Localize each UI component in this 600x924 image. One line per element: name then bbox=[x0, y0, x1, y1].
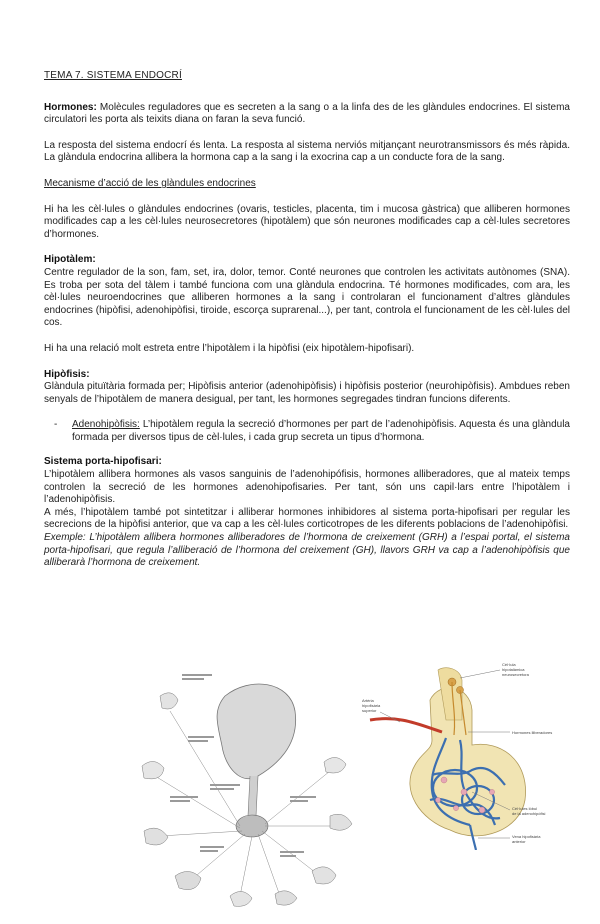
hormones-text: Molècules reguladores que es secreten a la sang o a la linfa des de les glàndules endocrines. El sistema circulatori les porta als teixits diana on faran la seva funció. bbox=[44, 101, 570, 126]
page-title: TEMA 7. SISTEMA ENDOCRÍ bbox=[44, 70, 182, 81]
label-releasing-hormones: Hormones lliberadores bbox=[512, 730, 553, 735]
svg-text:neurosecretora: neurosecretora bbox=[502, 672, 529, 677]
portal-example: Exemple: L’hipotàlem allibera hormones alliberadores de l’hormona de creixement (GRH) a l’espai portal, el sistema porta-hipofisari, que regula l’alliberació de l’hormona del creixement (GH), llavors GRH va cap a l’adenohipòfisis que alliberarà l’hormona de creixement. bbox=[44, 532, 570, 569]
label-adenohypophysis-cells: Cèl·lules lòbul bbox=[512, 806, 538, 811]
label-hypothalamic-cell: Cèl·lula bbox=[502, 662, 516, 667]
pituitary-paragraph: Glàndula pituïtària formada per; Hipòfisis anterior (adenohipòfisis) i hipòfisis posterior (neurohipòfisis). Ambdues reben senyals de l’hipotàlem de manera desigual, per tant, les hormones segregades tindran funcions diferents. bbox=[44, 381, 570, 405]
adenohypophysis-bullet bbox=[44, 419, 570, 444]
document-body bbox=[44, 70, 570, 570]
adenohypophysis-text: L’hipotàlem regula la secreció d’hormones per part de l’adenohipòfisis. Aquesta és una glàndula formada per diversos tipus de cèl·lules, i cada grup secreta un tipus d’hormona. bbox=[72, 419, 570, 443]
mechanism-heading: Mecanisme d’acció de les glàndules endocrines bbox=[44, 177, 256, 189]
response-paragraph: La resposta del sistema endocrí és lenta. La resposta al sistema nerviós mitjançant neurotransmissors és més ràpida. La glàndula endocrina allibera la hormona cap a la sang i la exocrina cap a un conducte fora de la sang. bbox=[44, 139, 570, 164]
portal-heading: Sistema porta-hipofisari: bbox=[44, 456, 162, 468]
hormones-paragraph bbox=[44, 102, 570, 127]
svg-text:hipotalàmica: hipotalàmica bbox=[502, 667, 525, 672]
svg-text:hipofisària: hipofisària bbox=[362, 703, 381, 708]
hypothalamus-relation: Hi ha una relació molt estreta entre l’hipotàlem i la hipòfisi (eix hipotàlem-hipofisari). bbox=[44, 342, 415, 354]
portal-system-illustration bbox=[360, 660, 560, 850]
hypothalamus-paragraph: Centre regulador de la son, fam, set, ira, dolor, temor. Conté neurones que controlen les activitats autònomes (SNA). Es troba per sota del tàlem i també funciona com una glàndula endocrina. Té hormones modificades, com ara, les cèl·lules neuroendocrines que alliberen hormones a la sang i controlaran el funcionament d’altres glàndules endocrines (hipòfisi, adenohipòfisi, tiroide, escorça suprarenal...), per tant, controla el funcionament de les cèl·lules del cos. bbox=[44, 266, 570, 329]
label-superior-artery: Artèria bbox=[362, 698, 374, 703]
hormones-label: Hormones: bbox=[44, 101, 97, 113]
mechanism-paragraph: Hi ha les cèl·lules o glàndules endocrines (ovaris, testicles, placenta, tim i mucosa gàstrica) que alliberen hormones modificades cap a les cèl·lules neurosecretores (hipotàlem) que són neurones modificades cap a cèl·lules secretores d’hormones. bbox=[44, 203, 570, 240]
svg-text:anterior: anterior bbox=[512, 839, 526, 844]
figures bbox=[0, 590, 600, 848]
svg-text:superior: superior bbox=[362, 708, 377, 713]
adenohypophysis-label: Adenohipòfisis: bbox=[72, 419, 140, 431]
hypothalamus-heading: Hipotàlem: bbox=[44, 254, 96, 266]
svg-text:de la adenohipòfisi: de la adenohipòfisi bbox=[512, 811, 546, 816]
portal-paragraph-1: L’hipotàlem allibera hormones als vasos sanguinis de l’adenohipófisis, hormones alliberadores, que al mateix temps controlen la secreció de les hormones adenohipofisaries. Per tant, són uns capil·lars entre l’hipotàlem i l’adenohipòfisis. bbox=[44, 469, 570, 506]
pituitary-heading: Hipòfisis: bbox=[44, 368, 90, 380]
bullet-dash: - bbox=[54, 419, 58, 431]
label-anterior-vein: Vena hipofisària bbox=[512, 834, 541, 839]
portal-paragraph-2: A més, l’hipotàlem també pot sintetitzar i alliberar hormones inhibidores al sistema porta-hipofisari per regular les secrecions de la hipòfisi anterior, que va cap a les cèl·lules corticotropes de les diferents poblacions de l’adenohipòfisi. bbox=[44, 506, 570, 531]
